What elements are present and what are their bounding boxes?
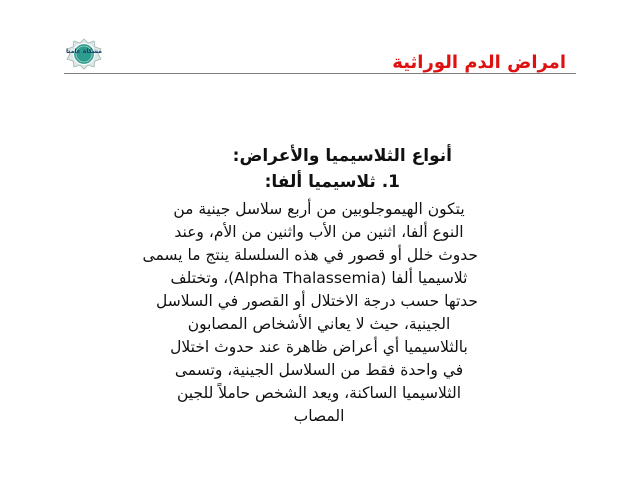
logo-text: مشكاة عامنا bbox=[66, 48, 102, 55]
body-line: بالثلاسيميا أي أعراض ظاهرة عند حدوث اختلال bbox=[170, 338, 468, 356]
body-line: حدوث خلل أو قصور في هذه السلسلة ينتج ما يسمى bbox=[142, 246, 478, 264]
body-line: الجينية، حيث لا يعاني الأشخاص المصابون bbox=[187, 315, 451, 333]
body-line: الثلاسيميا الساكنة، ويعد الشخص حاملاً للجين bbox=[176, 384, 462, 402]
heading-alpha-thalassemia: 1. ثلاسيميا ألفا: bbox=[264, 172, 400, 192]
slide-title: امراض الدم الوراثية bbox=[392, 52, 566, 73]
heading-thalassemia-types: أنواع الثلاسيميا والأعراض: bbox=[232, 146, 452, 166]
logo bbox=[66, 38, 102, 70]
body-line: حدتها حسب درجة الاختلال أو القصور في السلاسل bbox=[156, 292, 478, 310]
body-line: ثلاسيميا ألفا (Alpha Thalassemia)، وتختلف bbox=[170, 269, 468, 287]
body-line: المصاب bbox=[293, 407, 345, 425]
body-line: يتكون الهيموجلوبين من أربع سلاسل جينية من bbox=[173, 200, 465, 218]
body-paragraph bbox=[142, 198, 478, 428]
body-line: في واحدة فقط من السلاسل الجينية، وتسمى bbox=[174, 361, 464, 379]
title-underline bbox=[64, 73, 576, 74]
body-line: النوع ألفا، اثنين من الأب واثنين من الأم، وعند bbox=[174, 223, 464, 241]
